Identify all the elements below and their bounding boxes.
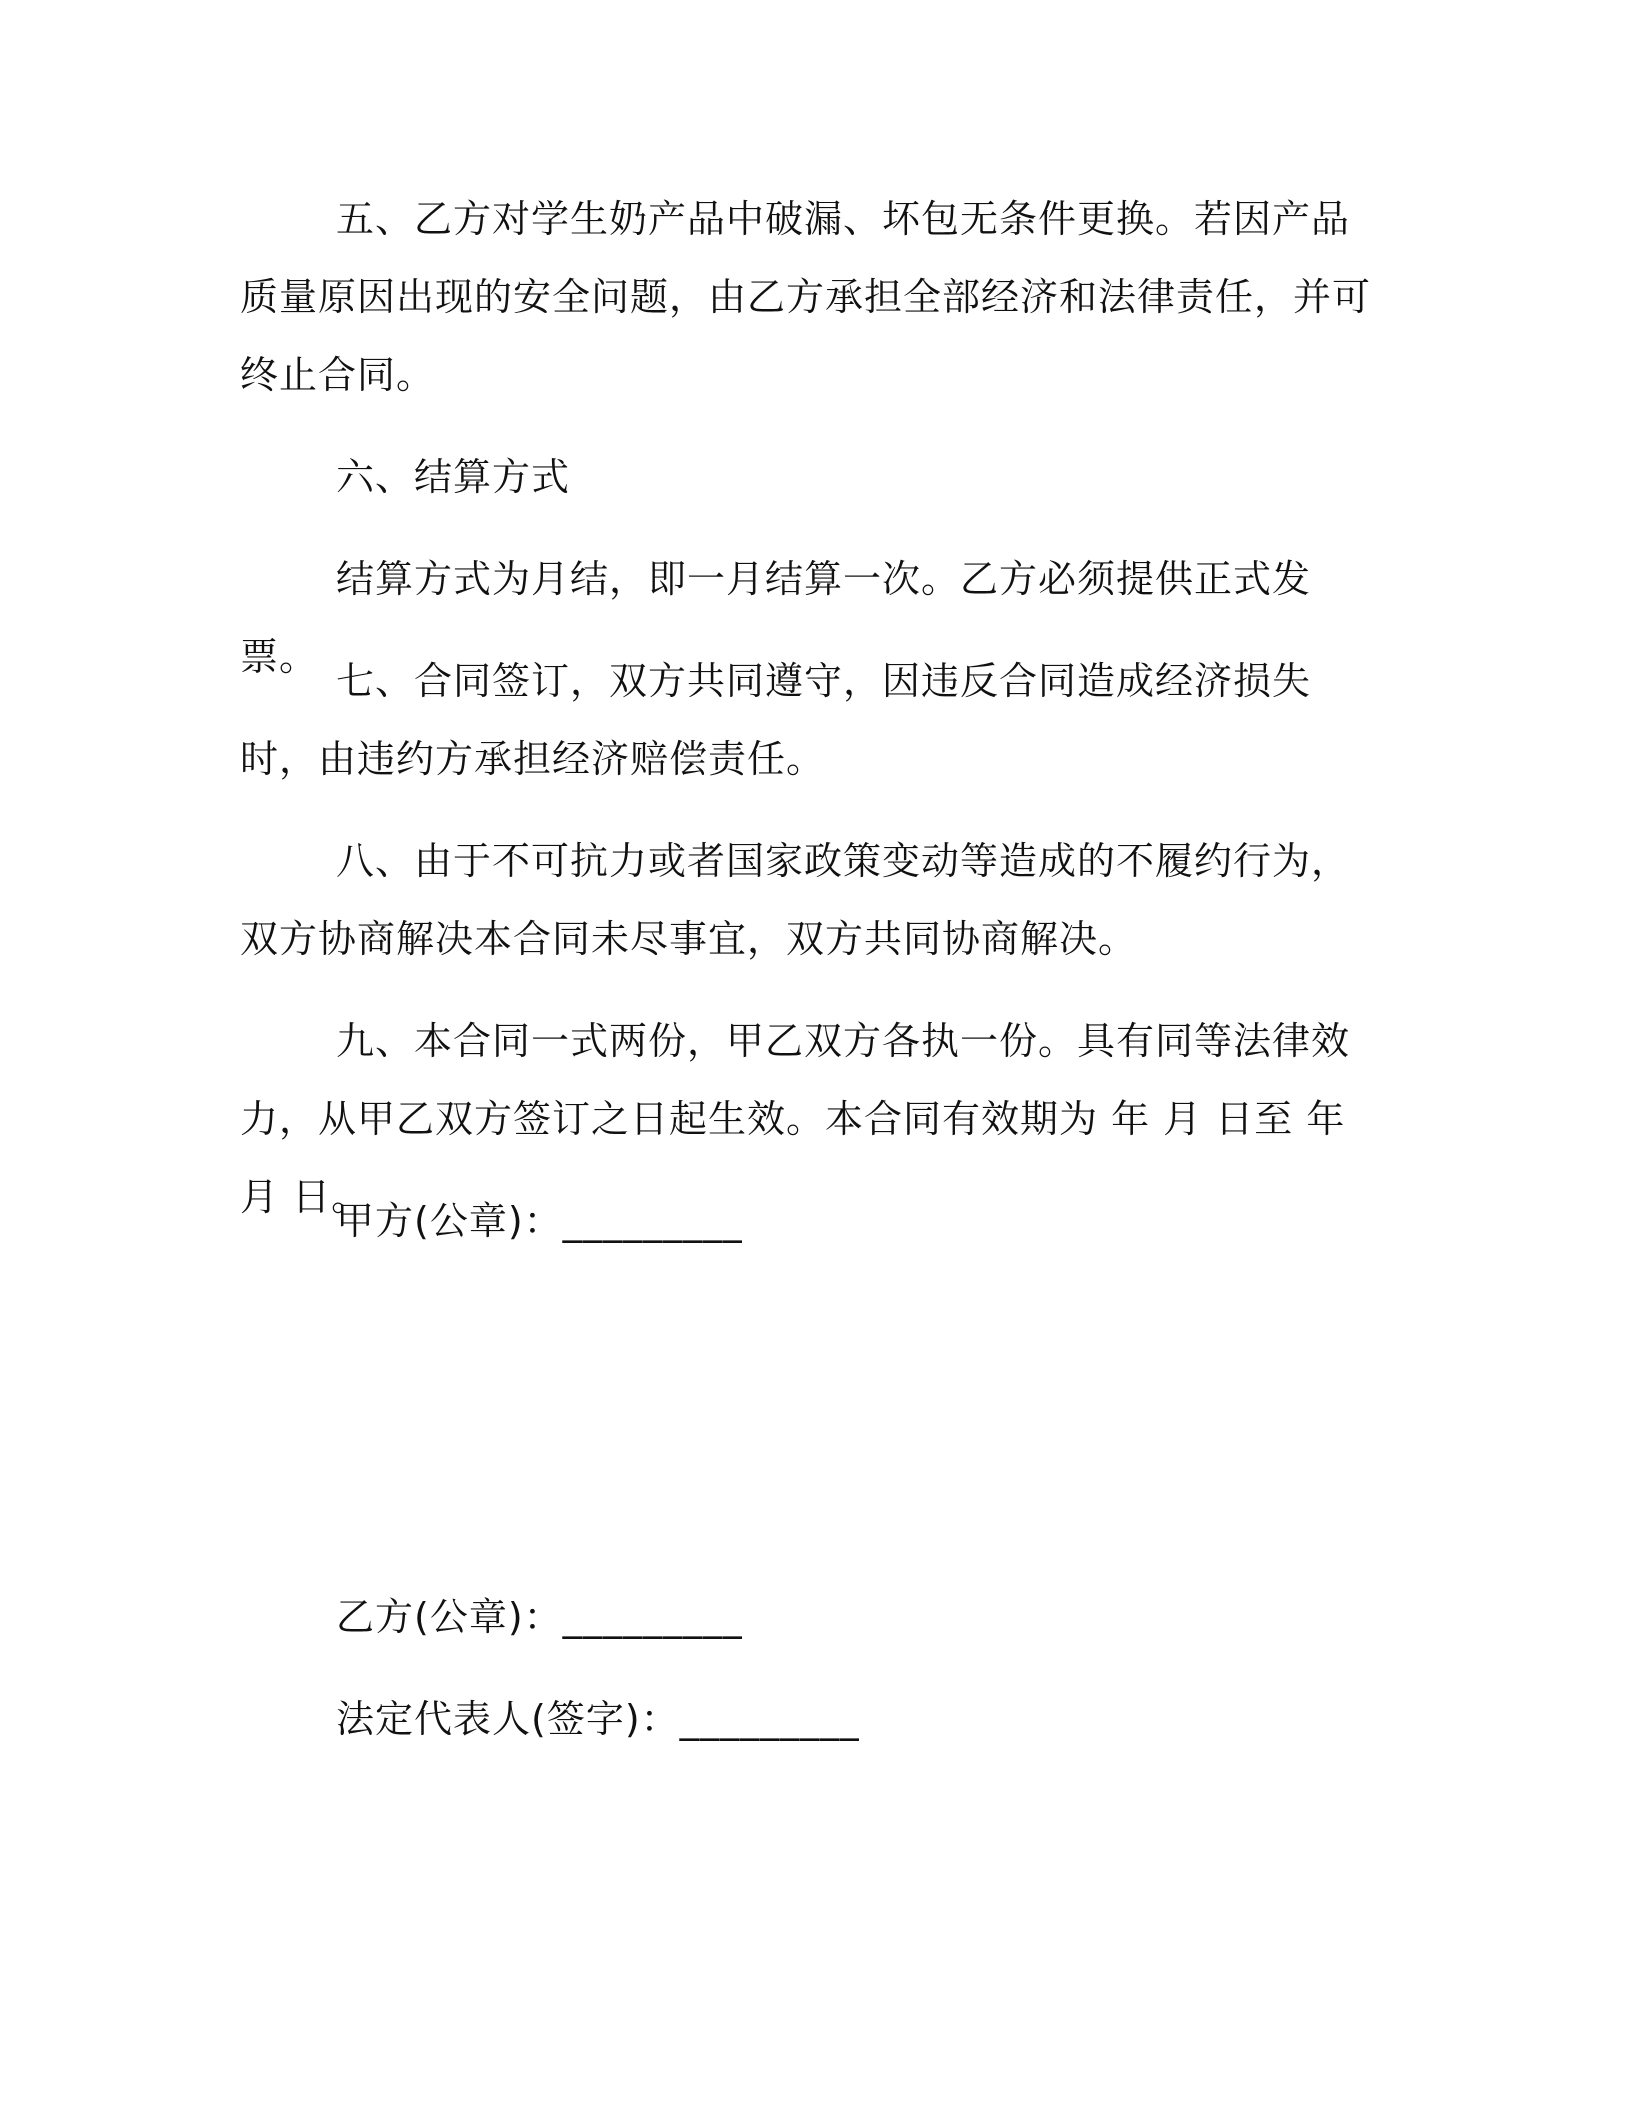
legal-representative-signature-line: 法定代表人(签字)：_________	[336, 1697, 860, 1741]
clause-5: 五、乙方对学生奶产品中破漏、坏包无条件更换。若因产品质量原因出现的安全问题，由乙方承担全部经济和法律责任，并可终止合同。	[240, 197, 1372, 397]
clause-6-body: 结算方式为月结，即一月结算一次。乙方必须提供正式发票。	[240, 557, 1312, 679]
clause-7: 七、合同签订，双方共同遵守，因违反合同造成经济损失时，由违约方承担经济赔偿责任。	[240, 659, 1312, 781]
party-a-seal-line: 甲方(公章)：_________	[336, 1199, 743, 1243]
clause-9: 九、本合同一式两份，甲乙双方各执一份。具有同等法律效力，从甲乙双方签订之日起生效。本合同有效期为 年 月 日至 年 月 日。	[240, 1019, 1351, 1219]
clause-6-heading: 六、结算方式	[336, 455, 571, 499]
clause-8: 八、由于不可抗力或者国家政策变动等造成的不履约行为，双方协商解决本合同未尽事宜，双方共同协商解决。	[240, 839, 1351, 961]
party-b-seal-line: 乙方(公章)：_________	[336, 1595, 743, 1639]
